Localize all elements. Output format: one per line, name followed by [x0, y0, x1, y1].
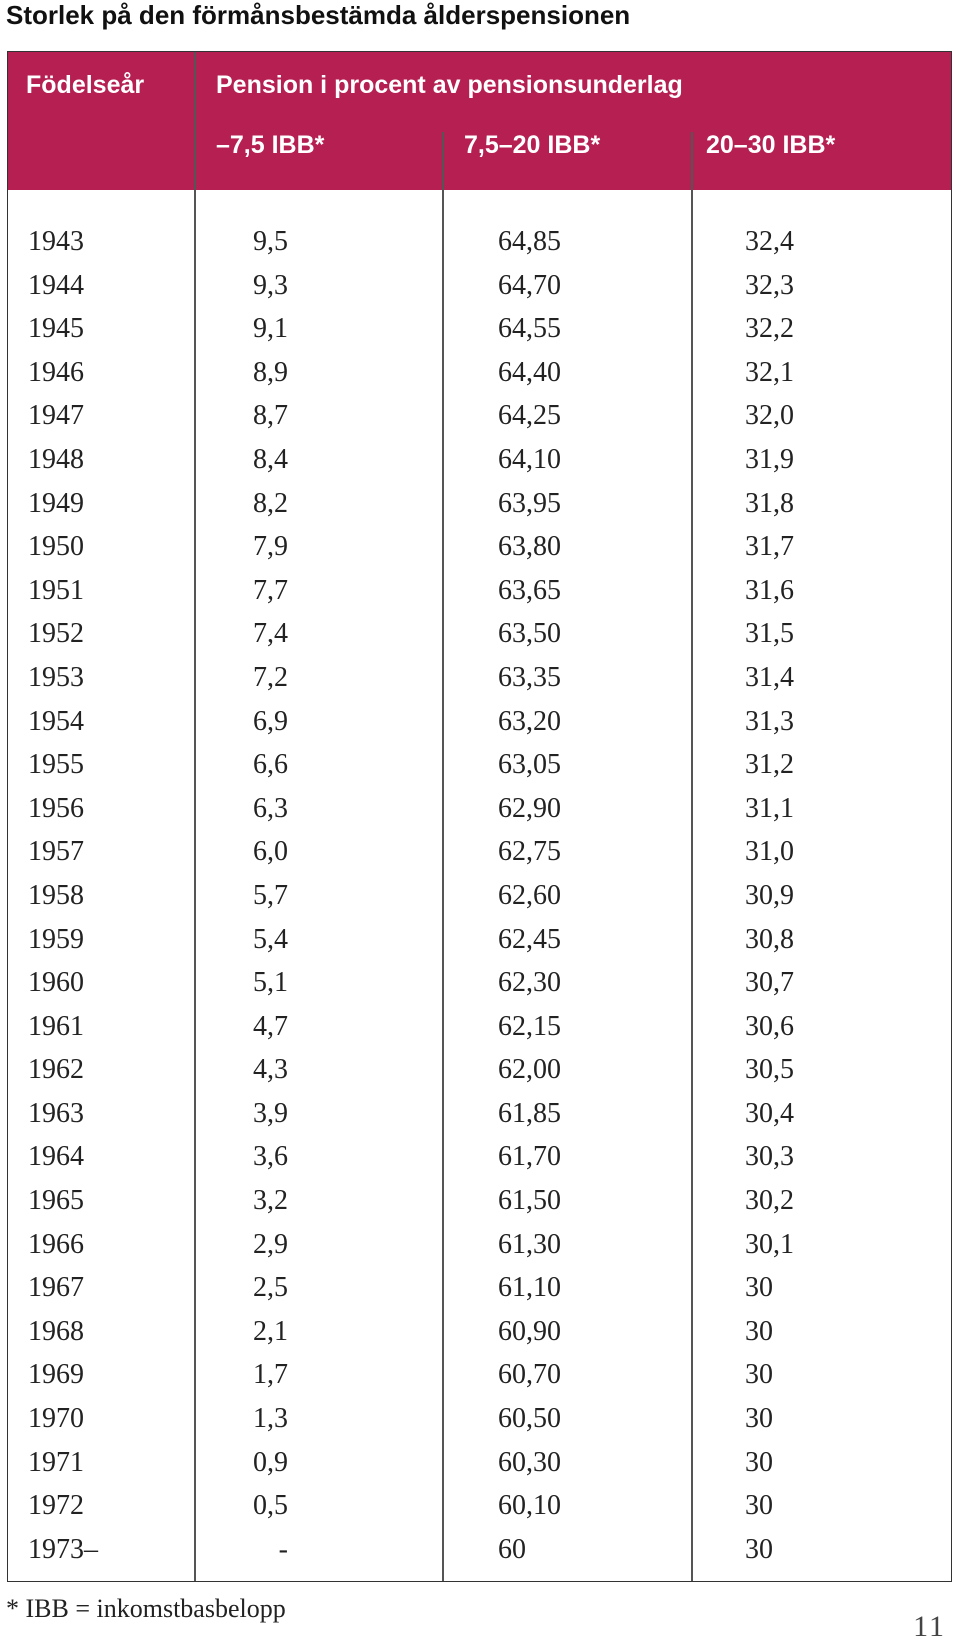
cell-pct-20-to-30-ibb: 31,1 — [745, 792, 794, 824]
cell-pct-7-5-to-20-ibb: 60,70 — [498, 1359, 561, 1391]
cell-pct-below-7-5-ibb: 2,1 — [253, 1315, 288, 1347]
table-row — [8, 1484, 951, 1528]
cell-pct-20-to-30-ibb: 31,4 — [745, 661, 794, 693]
table-row — [8, 482, 951, 526]
cell-pct-20-to-30-ibb: 31,8 — [745, 487, 794, 519]
cell-pct-20-to-30-ibb: 30,4 — [745, 1097, 794, 1129]
cell-pct-20-to-30-ibb: 30 — [745, 1315, 773, 1347]
page-number: 11 — [913, 1610, 946, 1643]
cell-birth-year: 1973– — [28, 1533, 98, 1565]
table-row — [8, 612, 951, 656]
table-row — [8, 1092, 951, 1136]
page-title: Storlek på den förmånsbestämda ålderspensionen — [6, 0, 631, 30]
cell-pct-7-5-to-20-ibb: 62,00 — [498, 1054, 561, 1086]
cell-birth-year: 1944 — [28, 269, 84, 301]
cell-pct-20-to-30-ibb: 32,3 — [745, 269, 794, 301]
cell-pct-20-to-30-ibb: 30 — [745, 1272, 773, 1304]
cell-pct-below-7-5-ibb: 2,5 — [253, 1272, 288, 1304]
table-row — [8, 874, 951, 918]
cell-pct-20-to-30-ibb: 30,9 — [745, 879, 794, 911]
cell-pct-7-5-to-20-ibb: 60,10 — [498, 1490, 561, 1522]
cell-pct-below-7-5-ibb: 7,2 — [253, 661, 288, 693]
table-row — [8, 1441, 951, 1485]
cell-birth-year: 1968 — [28, 1315, 84, 1347]
cell-pct-7-5-to-20-ibb: 61,70 — [498, 1141, 561, 1173]
cell-pct-20-to-30-ibb: 30,5 — [745, 1054, 794, 1086]
table-row — [8, 1179, 951, 1223]
cell-pct-7-5-to-20-ibb: 62,60 — [498, 879, 561, 911]
table-row — [8, 918, 951, 962]
cell-birth-year: 1950 — [28, 531, 84, 563]
cell-pct-below-7-5-ibb: 8,2 — [253, 487, 288, 519]
cell-pct-7-5-to-20-ibb: 61,50 — [498, 1185, 561, 1217]
cell-birth-year: 1953 — [28, 661, 84, 693]
table-row — [8, 264, 951, 308]
cell-birth-year: 1966 — [28, 1228, 84, 1260]
cell-pct-7-5-to-20-ibb: 60 — [498, 1533, 526, 1565]
cell-pct-below-7-5-ibb: 3,6 — [253, 1141, 288, 1173]
cell-pct-below-7-5-ibb: 3,2 — [253, 1185, 288, 1217]
cell-birth-year: 1963 — [28, 1097, 84, 1129]
header-col-c: 20–30 IBB* — [706, 131, 836, 159]
table-row — [8, 569, 951, 613]
cell-pct-below-7-5-ibb: 0,9 — [253, 1446, 288, 1478]
header-group-label: Pension i procent av pensionsunderlag — [216, 71, 683, 99]
cell-pct-7-5-to-20-ibb: 62,15 — [498, 1010, 561, 1042]
cell-pct-20-to-30-ibb: 30 — [745, 1446, 773, 1478]
table-row — [8, 656, 951, 700]
cell-pct-below-7-5-ibb: 5,4 — [253, 923, 288, 955]
table-header — [8, 52, 951, 190]
table-row — [8, 961, 951, 1005]
cell-pct-below-7-5-ibb: 6,3 — [253, 792, 288, 824]
cell-birth-year: 1959 — [28, 923, 84, 955]
cell-pct-20-to-30-ibb: 31,2 — [745, 749, 794, 781]
cell-pct-20-to-30-ibb: 31,3 — [745, 705, 794, 737]
table-row — [8, 700, 951, 744]
cell-pct-below-7-5-ibb: 9,3 — [253, 269, 288, 301]
header-year-label: Födelseår — [26, 71, 145, 99]
table-row — [8, 1353, 951, 1397]
cell-pct-20-to-30-ibb: 30,7 — [745, 967, 794, 999]
cell-birth-year: 1957 — [28, 836, 84, 868]
cell-pct-7-5-to-20-ibb: 64,85 — [498, 226, 561, 257]
cell-pct-below-7-5-ibb: 0,5 — [253, 1490, 288, 1522]
cell-pct-7-5-to-20-ibb: 63,50 — [498, 618, 561, 650]
table-row — [8, 1135, 951, 1179]
cell-birth-year: 1945 — [28, 313, 84, 345]
cell-birth-year: 1949 — [28, 487, 84, 519]
cell-pct-below-7-5-ibb: 6,0 — [253, 836, 288, 868]
footnote: * IBB = inkomstbasbelopp — [6, 1594, 286, 1623]
cell-pct-20-to-30-ibb: 30 — [745, 1403, 773, 1435]
cell-pct-20-to-30-ibb: 31,6 — [745, 574, 794, 606]
cell-pct-7-5-to-20-ibb: 60,30 — [498, 1446, 561, 1478]
table-row — [8, 351, 951, 395]
cell-pct-below-7-5-ibb: 7,7 — [253, 574, 288, 606]
table-row — [8, 1266, 951, 1310]
cell-birth-year: 1947 — [28, 400, 84, 432]
cell-pct-20-to-30-ibb: 31,9 — [745, 443, 794, 475]
cell-pct-7-5-to-20-ibb: 61,10 — [498, 1272, 561, 1304]
cell-birth-year: 1955 — [28, 749, 84, 781]
cell-birth-year: 1969 — [28, 1359, 84, 1391]
cell-pct-7-5-to-20-ibb: 64,40 — [498, 356, 561, 388]
cell-birth-year: 1952 — [28, 618, 84, 650]
cell-pct-20-to-30-ibb: 32,4 — [745, 226, 794, 257]
cell-birth-year: 1965 — [28, 1185, 84, 1217]
cell-pct-20-to-30-ibb: 30,2 — [745, 1185, 794, 1217]
cell-pct-7-5-to-20-ibb: 63,05 — [498, 749, 561, 781]
cell-pct-7-5-to-20-ibb: 63,20 — [498, 705, 561, 737]
cell-pct-7-5-to-20-ibb: 63,95 — [498, 487, 561, 519]
cell-birth-year: 1946 — [28, 356, 84, 388]
table-row — [8, 743, 951, 787]
cell-birth-year: 1961 — [28, 1010, 84, 1042]
cell-birth-year: 1943 — [28, 226, 84, 257]
table-body — [8, 220, 951, 1571]
cell-birth-year: 1964 — [28, 1141, 84, 1173]
cell-pct-below-7-5-ibb: 7,4 — [253, 618, 288, 650]
cell-pct-7-5-to-20-ibb: 64,10 — [498, 443, 561, 475]
cell-pct-below-7-5-ibb: 4,7 — [253, 1010, 288, 1042]
cell-birth-year: 1971 — [28, 1446, 84, 1478]
header-col-a: –7,5 IBB* — [216, 131, 325, 159]
cell-pct-20-to-30-ibb: 30 — [745, 1490, 773, 1522]
cell-pct-7-5-to-20-ibb: 62,30 — [498, 967, 561, 999]
cell-pct-below-7-5-ibb: 1,7 — [253, 1359, 288, 1391]
cell-birth-year: 1948 — [28, 443, 84, 475]
cell-birth-year: 1958 — [28, 879, 84, 911]
cell-pct-7-5-to-20-ibb: 62,90 — [498, 792, 561, 824]
cell-pct-below-7-5-ibb: 5,1 — [253, 967, 288, 999]
cell-birth-year: 1956 — [28, 792, 84, 824]
cell-birth-year: 1962 — [28, 1054, 84, 1086]
cell-pct-20-to-30-ibb: 32,1 — [745, 356, 794, 388]
cell-pct-7-5-to-20-ibb: 63,65 — [498, 574, 561, 606]
cell-pct-below-7-5-ibb: 6,9 — [253, 705, 288, 737]
cell-pct-below-7-5-ibb: 1,3 — [253, 1403, 288, 1435]
cell-pct-below-7-5-ibb: 8,9 — [253, 356, 288, 388]
cell-pct-7-5-to-20-ibb: 63,80 — [498, 531, 561, 563]
cell-pct-below-7-5-ibb: 4,3 — [253, 1054, 288, 1086]
cell-pct-20-to-30-ibb: 32,2 — [745, 313, 794, 345]
table-row — [8, 830, 951, 874]
cell-pct-20-to-30-ibb: 31,7 — [745, 531, 794, 563]
cell-birth-year: 1972 — [28, 1490, 84, 1522]
table-row — [8, 1223, 951, 1267]
table-row — [8, 1310, 951, 1354]
cell-pct-below-7-5-ibb: 9,5 — [253, 226, 288, 257]
cell-pct-below-7-5-ibb: 8,7 — [253, 400, 288, 432]
cell-pct-20-to-30-ibb: 31,5 — [745, 618, 794, 650]
cell-pct-below-7-5-ibb: 7,9 — [253, 531, 288, 563]
cell-pct-7-5-to-20-ibb: 62,45 — [498, 923, 561, 955]
cell-pct-7-5-to-20-ibb: 64,55 — [498, 313, 561, 345]
cell-pct-7-5-to-20-ibb: 62,75 — [498, 836, 561, 868]
table-row — [8, 220, 951, 264]
cell-pct-7-5-to-20-ibb: 61,30 — [498, 1228, 561, 1260]
cell-pct-7-5-to-20-ibb: 61,85 — [498, 1097, 561, 1129]
cell-pct-below-7-5-ibb: 2,9 — [253, 1228, 288, 1260]
cell-birth-year: 1951 — [28, 574, 84, 606]
pension-table — [7, 51, 952, 1582]
table-row — [8, 1397, 951, 1441]
table-row — [8, 525, 951, 569]
cell-pct-below-7-5-ibb: 3,9 — [253, 1097, 288, 1129]
cell-pct-7-5-to-20-ibb: 63,35 — [498, 661, 561, 693]
table-row — [8, 438, 951, 482]
cell-pct-7-5-to-20-ibb: 64,25 — [498, 400, 561, 432]
table-row — [8, 394, 951, 438]
table-row — [8, 787, 951, 831]
cell-pct-below-7-5-ibb: 9,1 — [253, 313, 288, 345]
cell-pct-20-to-30-ibb: 30,3 — [745, 1141, 794, 1173]
table-row — [8, 1528, 951, 1572]
cell-pct-7-5-to-20-ibb: 60,50 — [498, 1403, 561, 1435]
cell-pct-20-to-30-ibb: 30,8 — [745, 923, 794, 955]
cell-pct-20-to-30-ibb: 30 — [745, 1533, 773, 1565]
cell-pct-20-to-30-ibb: 30,6 — [745, 1010, 794, 1042]
cell-pct-7-5-to-20-ibb: 60,90 — [498, 1315, 561, 1347]
table-row — [8, 1048, 951, 1092]
cell-pct-20-to-30-ibb: 32,0 — [745, 400, 794, 432]
table-row — [8, 307, 951, 351]
cell-birth-year: 1960 — [28, 967, 84, 999]
cell-pct-7-5-to-20-ibb: 64,70 — [498, 269, 561, 301]
table-row — [8, 1005, 951, 1049]
cell-pct-20-to-30-ibb: 30 — [745, 1359, 773, 1391]
cell-pct-below-7-5-ibb: - — [278, 1533, 288, 1565]
cell-birth-year: 1967 — [28, 1272, 84, 1304]
cell-pct-20-to-30-ibb: 31,0 — [745, 836, 794, 868]
cell-pct-below-7-5-ibb: 8,4 — [253, 443, 288, 475]
header-col-b: 7,5–20 IBB* — [464, 131, 601, 159]
cell-pct-below-7-5-ibb: 6,6 — [253, 749, 288, 781]
cell-pct-below-7-5-ibb: 5,7 — [253, 879, 288, 911]
cell-pct-20-to-30-ibb: 30,1 — [745, 1228, 794, 1260]
cell-birth-year: 1954 — [28, 705, 84, 737]
cell-birth-year: 1970 — [28, 1403, 84, 1435]
